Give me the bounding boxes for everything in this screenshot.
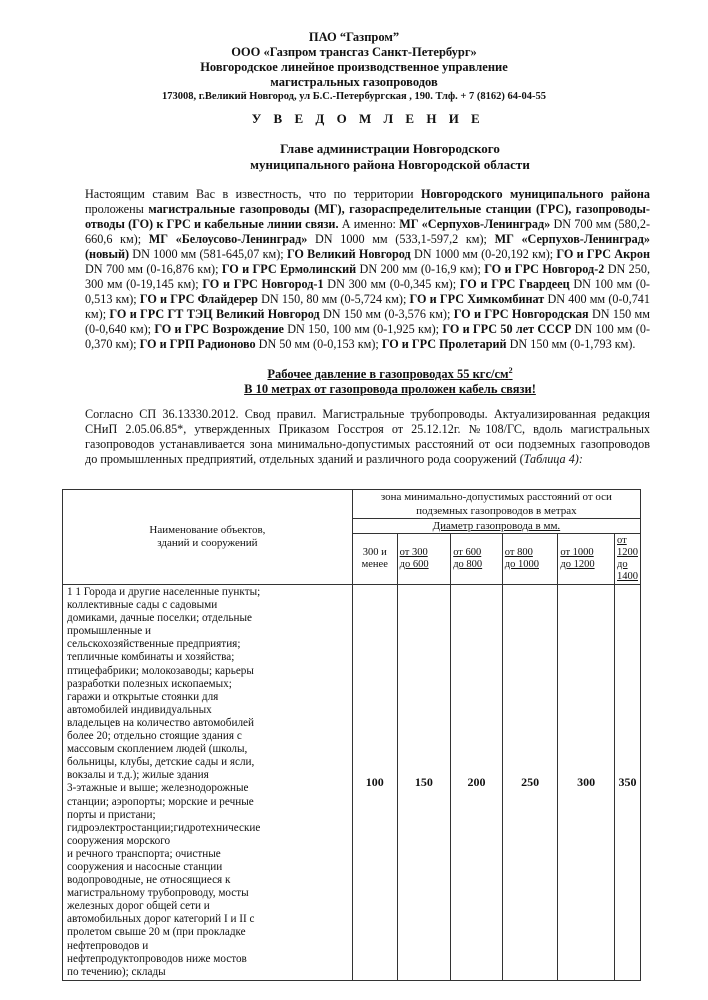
table-row: [63, 585, 641, 981]
description-line: коллективные сады с садовыми: [67, 599, 218, 612]
description-line: больницы, клубы, детские сады и ясли,: [67, 756, 255, 769]
description-line: по течению); склады: [67, 965, 166, 978]
pipeline-name: ГО и ГРС ГТ ТЭЦ Великий Новгород: [109, 307, 320, 321]
description-line: водопроводные, не относящиеся к: [67, 874, 231, 887]
addressee: [0, 141, 708, 173]
pipeline-spec: DN 150 мм (0-0,640 км);: [85, 307, 650, 336]
description-line: промышленные и: [67, 625, 151, 638]
range-line: от 300: [399, 547, 428, 558]
pipeline-name: ГО и ГРС Новгородская: [453, 307, 589, 321]
diameter-range-cell: [352, 534, 397, 585]
description-line: станции; аэропорты; морские и речные: [67, 795, 254, 808]
distance-value: 300: [558, 585, 615, 981]
description-line: нефтепродуктопроводов ниже мостов: [67, 952, 247, 965]
pipeline-name: МГ «Серпухов-Ленинград»: [399, 217, 551, 231]
pipeline-name: МГ «Белоусово-Ленинград»: [148, 232, 308, 246]
intro-text: проложены: [85, 202, 149, 216]
description-line: магистральному трубопроводу, мосты: [67, 887, 249, 900]
description-line: пролетом свыше 20 м (при прокладке: [67, 926, 246, 939]
pipeline-spec: DN 150 мм (0-3,576 км);: [319, 307, 454, 321]
description-line: и речного транспорта; очистные: [67, 847, 221, 860]
pipeline-spec: DN 1000 мм (581-645,07 км);: [129, 247, 287, 261]
zone-header-line: подземных газопроводов в метрах: [416, 505, 577, 517]
pipeline-name: ГО Великий Новгород: [286, 247, 411, 261]
diameter-range-cell: [451, 534, 503, 585]
regulation-text: Согласно СП 36.13330.2012. Свод правил. Магистральные трубопроводы. Актуализированная редакция СНиП 2.05.06.85*, утвержденных Приказом Госстроя от 25.12.12г. №108/ГС, вдоль магистральных газопроводов устанавливается зона минимально-допустимых расстояний от оси подземных газопроводов до промышленных предприятий, отдельных зданий и различного рода сооружений (: [85, 407, 650, 466]
range-line: до 1200: [560, 559, 595, 570]
description-line: автомобильных дорог категорий I и II с: [67, 913, 255, 926]
pipeline-spec: DN 150 мм (0-1,793 км).: [506, 337, 636, 351]
table-header-row: [63, 490, 641, 519]
range-line: до 1000: [504, 559, 539, 570]
diameter-range-cell: [558, 534, 615, 585]
zone-header: [352, 490, 640, 519]
intro-text: А именно:: [338, 217, 400, 231]
pressure-text: Рабочее давление в газопроводах 55 кгс/см: [267, 367, 509, 382]
description-line: 3-этажные и выше; железнодорожные: [67, 782, 249, 795]
diameter-range-cell: [397, 534, 451, 585]
description-line: сооружения и насосные станции: [67, 860, 223, 873]
pipeline-name: ГО и ГРС Акрон: [556, 247, 650, 261]
pipeline-name: ГО и ГРС Гвардеец: [459, 277, 570, 291]
range-line: от 1000: [560, 547, 594, 558]
description-line: владельцев на количество автомобилей: [67, 716, 254, 729]
pipeline-spec: DN 150, 80 мм (0-5,724 км);: [257, 292, 410, 306]
objects-column-header: [63, 490, 353, 585]
range-line: до 1400: [617, 559, 638, 582]
pipeline-spec: DN 100 мм (0-0,513 км);: [85, 277, 650, 306]
pipeline-name: ГО и ГРС 50 лет СССР: [442, 322, 572, 336]
range-line: 300 и: [362, 547, 387, 558]
company-name: ООО «Газпром трансгаз Санкт-Петербург»: [231, 45, 477, 59]
pipeline-name: ГО и ГРС Пролетарий: [381, 337, 507, 351]
pipeline-name: ГО и ГРС Ермолинский: [221, 262, 357, 276]
intro-text: Настоящим ставим Вас в известность, что по территории: [85, 187, 422, 201]
description-line: птицефабрики; молокозаводы; карьеры: [67, 664, 254, 677]
pipeline-spec: DN 250, 300 мм (0-19,145 км);: [85, 262, 650, 291]
diameter-header: Диаметр газопровода в мм.: [352, 519, 640, 534]
pressure-warning: [0, 363, 708, 397]
range-line: до 800: [453, 559, 483, 570]
description-line: более 20; отдельно стоящие здания с: [67, 730, 242, 743]
range-line: до 600: [399, 559, 429, 570]
pipeline-spec: DN 700 мм (580,2-660,6 км);: [85, 217, 650, 246]
range-line: от 1200: [617, 535, 638, 558]
pipeline-spec: DN 100 мм (0-0,370 км);: [85, 322, 650, 351]
description-line: железных дорог общей сети и: [67, 900, 210, 913]
description-line: 1 1 Города и другие населенные пункты;: [67, 586, 261, 598]
pipeline-spec: DN 400 мм (0-0,741 км);: [85, 292, 650, 321]
pipeline-name: МГ «Серпухов-Ленинград» (новый): [85, 232, 650, 261]
description-line: тепличные комбинаты и хозяйства;: [67, 651, 235, 664]
range-line: менее: [361, 559, 388, 570]
diameter-range-cell: [615, 534, 641, 585]
intro-paragraph: [85, 187, 650, 352]
pipeline-spec: DN 150, 100 мм (0-1,925 км);: [283, 322, 443, 336]
addressee-line-2: муниципального района Новгородской области: [250, 157, 530, 172]
pipeline-spec: DN 700 мм (0-16,876 км);: [85, 262, 222, 276]
description-line: порты и пристани;: [67, 808, 156, 821]
pipeline-name: ГО и ГРС Флайдерер: [139, 292, 258, 306]
description-line: сельскохозяйственные предприятия;: [67, 638, 241, 651]
department-name: Новгородское линейное производственное управление: [200, 60, 508, 74]
range-line: от 800: [504, 547, 533, 558]
company-parent: ПАО “Газпром”: [308, 30, 400, 44]
objects-header-line: Наименование объектов,: [149, 524, 266, 536]
pipeline-name: ГО и ГРС Возрождение: [154, 322, 284, 336]
description-line: сооружения морского: [67, 834, 171, 847]
description-line: домиками, дачные поселки; отдельные: [67, 612, 252, 625]
objects-header-line: зданий и сооружений: [157, 537, 258, 549]
range-line: от 600: [453, 547, 482, 558]
distance-value: 100: [352, 585, 397, 981]
notice-title: У В Е Д О М Л Е Н И Е: [251, 111, 485, 126]
distance-value: 250: [502, 585, 558, 981]
distance-value: 200: [451, 585, 503, 981]
letterhead: [0, 30, 708, 104]
pipeline-spec: DN 1000 мм (533,1-597,2 км);: [307, 232, 495, 246]
description-line: гаражи и открытые стоянки для: [67, 690, 219, 703]
regulation-paragraph: [85, 407, 650, 467]
pipeline-spec: DN 50 мм (0-0,153 км);: [255, 337, 382, 351]
description-line: нефтепроводов и: [67, 939, 149, 952]
zone-header-line: зона минимально-допустимых расстояний от оси: [380, 491, 612, 503]
table-reference: Таблица 4):: [523, 452, 583, 466]
distance-value: 150: [397, 585, 451, 981]
pipeline-name: ГО и ГРС Новгород-2: [484, 262, 605, 276]
intro-district: Новгородского муниципального района: [421, 187, 650, 201]
pressure-unit-exponent: 2: [508, 366, 513, 375]
object-description: [63, 585, 353, 981]
pipeline-name: ГО и ГРС Химкомбинат: [409, 292, 545, 306]
description-line: гидроэлектростанции;гидротехнические: [67, 821, 261, 834]
pipeline-spec: DN 1000 мм (0-20,192 км);: [410, 247, 557, 261]
intro-objects: магистральные газопроводы (МГ), газораспределительные станции (ГРС), газопроводы-отводы (ГО) к ГРС и кабельные линии связи.: [85, 202, 650, 231]
description-line: вокзалы и т.д.); жилые здания: [67, 769, 209, 782]
distance-value: 350: [615, 585, 641, 981]
pipeline-spec: DN 300 мм (0-0,345 км);: [323, 277, 460, 291]
cable-warning: В 10 метрах от газопровода проложен кабель связи!: [244, 382, 536, 397]
company-address: 173008, г.Великий Новгород, ул Б.С.-Петербургская , 190. Тлф. + 7 (8162) 64-04-55: [161, 91, 547, 102]
description-line: разработки полезных ископаемых;: [67, 677, 232, 690]
description-line: автомобилей индивидуальных: [67, 703, 212, 716]
distance-table: [62, 489, 641, 981]
diameter-range-cell: [502, 534, 558, 585]
pipeline-name: ГО и ГРС Новгород-1: [202, 277, 324, 291]
pipeline-name: ГО и ГРП Радионово: [139, 337, 256, 351]
pressure-line: [0, 363, 708, 382]
addressee-line-1: Главе администрации Новгородского: [280, 141, 500, 156]
department-name-cont: магистральных газопроводов: [270, 75, 438, 89]
description-line: массовым скоплением людей (школы,: [67, 743, 248, 756]
pipeline-spec: DN 200 мм (0-16,9 км);: [356, 262, 485, 276]
